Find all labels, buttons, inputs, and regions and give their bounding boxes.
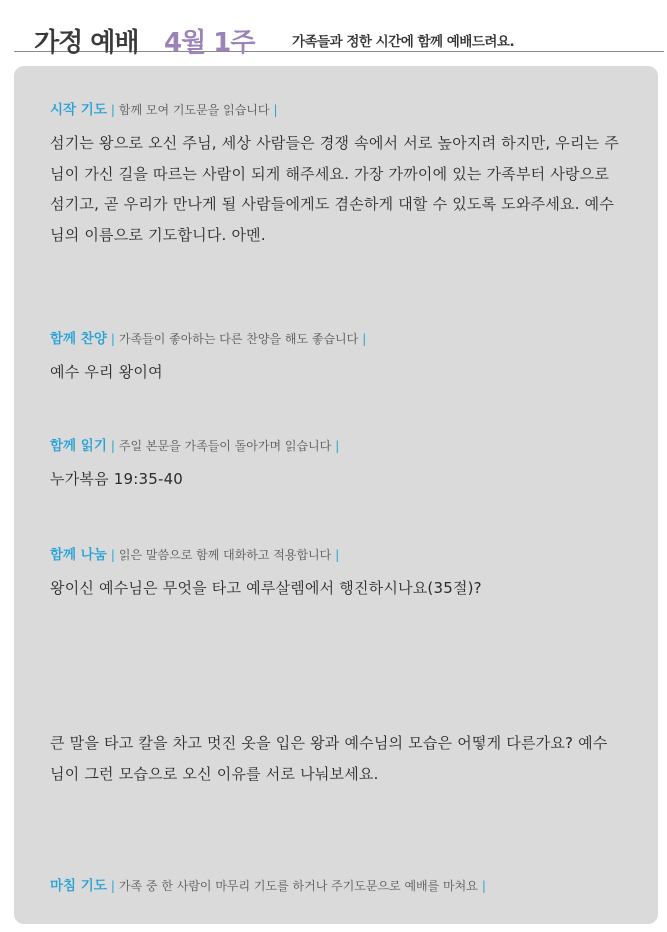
divider-bar: | [110, 103, 115, 117]
section-description: 주일 본문을 가족들이 돌아가며 읽습니다 [118, 439, 332, 453]
section-description: 가족 중 한 사람이 마무리 기도를 하거나 주기도문으로 예배를 마쳐요 [118, 879, 478, 893]
section-label: 마침 기도 [50, 878, 107, 894]
section-opening-prayer [50, 100, 620, 250]
hymn-title: 예수 우리 왕이여 [50, 363, 163, 381]
section-label: 시작 기도 [50, 102, 107, 118]
divider-bar: | [335, 548, 340, 562]
section-label: 함께 읽기 [50, 438, 107, 454]
section-label: 함께 찬양 [50, 331, 107, 347]
section-reading [50, 436, 620, 495]
section-hymn [50, 329, 620, 388]
section-description: 함께 모여 기도문을 읽습니다 [118, 103, 270, 117]
section-heading [50, 100, 620, 120]
section-heading [50, 876, 620, 896]
section-description: 읽은 말씀으로 함께 대화하고 적용합니다 [118, 548, 332, 562]
divider-bar: | [273, 103, 278, 117]
divider-bar: | [110, 439, 115, 453]
divider-bar: | [335, 439, 340, 453]
section-heading [50, 545, 620, 565]
prayer-text: 섬기는 왕으로 오신 주님, 세상 사람들은 경쟁 속에서 서로 높아지려 하지만, 우리는 주님이 가신 길을 따르는 사람이 되게 해주세요. 가장 가까이에 있는 가족부터 사랑으로 섬기고, 곧 우리가 만나게 될 사람들에게도 겸손하게 대할 수 있도록 도와주세요. 예수님의 이름으로 기도합니다. 아멘. [50, 134, 620, 244]
divider-bar: | [110, 548, 115, 562]
discussion-question-2: 큰 말을 타고 칼을 차고 멋진 옷을 입은 왕과 예수님의 모습은 어떻게 다른가요? 예수님이 그런 모습으로 오신 이유를 서로 나눠보세요. [50, 734, 608, 783]
section-description: 가족들이 좋아하는 다른 찬양을 해도 좋습니다 [118, 332, 359, 346]
scripture-reference: 누가복음 19:35-40 [50, 470, 184, 488]
section-heading [50, 436, 620, 456]
page-title: 가정 예배 [34, 28, 139, 58]
section-sharing [50, 545, 620, 604]
divider-bar: | [110, 879, 115, 893]
section-closing-prayer [50, 876, 620, 896]
divider-bar: | [481, 879, 486, 893]
discussion-question-1: 왕이신 예수님은 무엇을 타고 예루살렘에서 행진하시나요(35절)? [50, 579, 482, 597]
week-label: 4월 1주 [164, 28, 255, 58]
discussion-question-2-block [50, 728, 620, 789]
section-label: 함께 나눔 [50, 547, 107, 563]
divider-bar: | [110, 332, 115, 346]
section-heading [50, 329, 620, 349]
page-subtitle: 가족들과 정한 시간에 함께 예배드려요. [292, 34, 515, 50]
page-header [14, 14, 664, 58]
divider-bar: | [362, 332, 367, 346]
